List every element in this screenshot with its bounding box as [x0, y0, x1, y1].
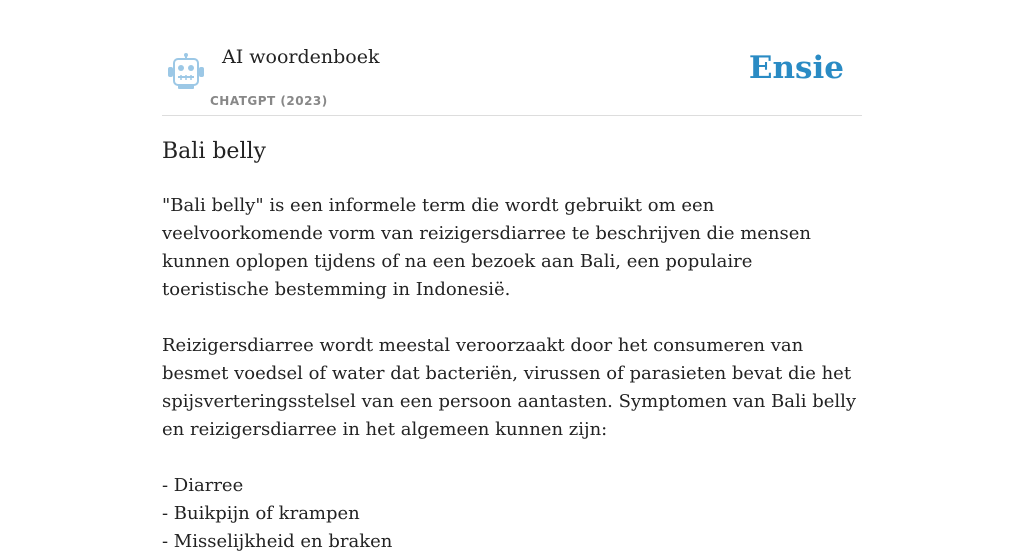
robot-icon — [166, 52, 206, 90]
definition-paragraph: Reizigersdiarree wordt meestal veroorzaakt door het consumeren van besmet voedsel of water dat bacteriën, virussen of parasieten bevat die het spijsverteringsstelsel van een persoon aantasten. Symptomen van Bali belly en reizigersdiarree in het algemeen kunnen zijn: — [162, 335, 857, 440]
definition-paragraph: "Bali belly" is een informele term die wordt gebruikt om een veelvoorkomende vorm van reizigersdiarree te beschrijven die mensen kunnen oplopen tijdens of na een bezoek aan Bali, een populaire toeristische bestemming in Indonesië. — [162, 195, 811, 300]
symptom-list — [162, 472, 862, 556]
header — [162, 40, 862, 116]
term-title: Bali belly — [162, 139, 266, 164]
list-item: - Misselijkheid en braken — [162, 531, 393, 552]
source-label: CHATGPT (2023) — [210, 94, 328, 108]
list-item: - Diarree — [162, 475, 244, 496]
dictionary-title[interactable]: AI woordenboek — [222, 46, 380, 68]
list-item: - Buikpijn of krampen — [162, 503, 360, 524]
definition-content — [162, 192, 862, 556]
ensie-logo[interactable]: Ensie — [748, 50, 844, 86]
